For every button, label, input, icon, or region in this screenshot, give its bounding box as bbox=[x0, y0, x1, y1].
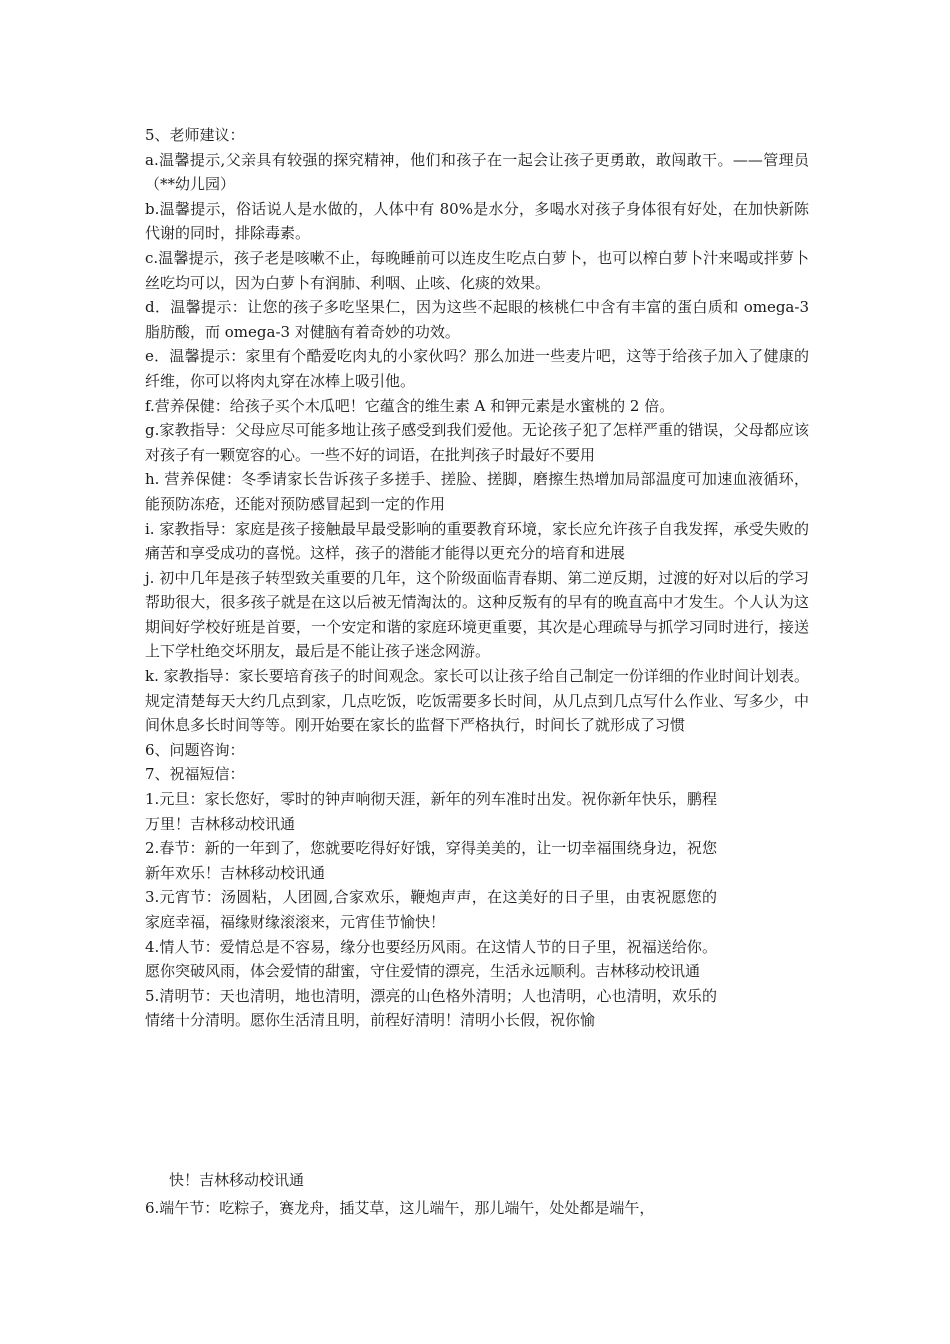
advice-item-d: d．温馨提示：让您的孩子多吃坚果仁，因为这些不起眼的核桃仁中含有丰富的蛋白质和 omega-3 脂肪酸，而 omega-3 对健脑有着奇妙的功效。 bbox=[145, 298, 809, 341]
section-heading-teacher-advice: 5、老师建议： bbox=[145, 126, 245, 144]
greeting-item-new-year: 1.元旦：家长您好，零时的钟声响彻天涯，新年的列车准时出发。祝你新年快乐，鹏程万里！吉林移动校讯通 bbox=[145, 790, 717, 833]
advice-item-b: b.温馨提示，俗话说人是水做的，人体中有 80%是水分，多喝水对孩子身体很有好处，在加快新陈代谢的同时，排除毒素。 bbox=[145, 199, 809, 243]
page-continuation bbox=[145, 1166, 745, 1222]
advice-item-f: f.营养保健：给孩子买个木瓜吧！它蕴含的维生素 A 和钾元素是水蜜桃的 2 倍。 bbox=[145, 396, 675, 415]
advice-item-g: g.家教指导：父母应尽可能多地让孩子感受到我们爱他。无论孩子犯了怎样严重的错误，父母都应该对孩子有一颗宽容的心。一些不好的词语，在批判孩子时最好不要用 bbox=[145, 421, 809, 464]
section-heading-consult: 6、问题咨询： bbox=[145, 740, 245, 759]
greeting-item-valentines-day: 4.情人节：爱情总是不容易，缘分也要经历风雨。在这情人节的日子里，祝福送给你。愿你突破风雨，体会爱情的甜蜜，守住爱情的漂亮，生活永远顺利。吉林移动校讯通 bbox=[145, 937, 717, 981]
greeting-item-qingming: 5.清明节：天也清明，地也清明，漂亮的山色格外清明；人也清明，心也清明，欢乐的情绪十分清明。愿你生活清且明，前程好清明！清明小长假，祝你愉 bbox=[145, 986, 717, 1030]
document-body bbox=[145, 123, 809, 1033]
greeting-item-spring-festival: 2.春节：新的一年到了，您就要吃得好好饿，穿得美美的，让一切幸福围绕身边，祝您新年欢乐！吉林移动校讯通 bbox=[145, 839, 717, 882]
section-heading-greetings: 7、祝福短信： bbox=[145, 765, 245, 784]
qingming-continuation: 快！吉林移动校讯通 bbox=[169, 1171, 305, 1189]
advice-item-i: i. 家教指导：家庭是孩子接触最早最受影响的重要教育环境，家长应允许孩子自我发挥，承受失败的痛苦和享受成功的喜悦。这样，孩子的潜能才能得以更充分的培育和进展 bbox=[145, 519, 809, 563]
advice-item-e: e．温馨提示：家里有个酷爱吃肉丸的小家伙吗？那么加进一些麦片吧，这等于给孩子加入了健康的纤维，你可以将肉丸穿在冰棒上吸引他。 bbox=[145, 347, 809, 390]
advice-item-k: k. 家教指导：家长要培育孩子的时间观念。家长可以让孩子给自己制定一份详细的作业时间计划表。规定清楚每天大约几点到家，几点吃饭，吃饭需要多长时间，从几点到几点写什么作业、写多少，中间休息多长时间等等。刚开始要在家长的监督下严格执行，时间长了就形成了习惯 bbox=[145, 667, 809, 735]
greeting-item-dragon-boat: 6.端午节：吃粽子，赛龙舟，插艾草，这儿端午，那儿端午，处处都是端午， bbox=[145, 1199, 655, 1217]
advice-item-a: a.温馨提示,父亲具有较强的探究精神，他们和孩子在一起会让孩子更勇敢，敢闯敢干。——管理员（**幼儿园） bbox=[145, 150, 809, 194]
advice-item-h: h. 营养保健：冬季请家长告诉孩子多搓手、搓脸、搓脚，磨擦生热增加局部温度可加速血液循环，能预防冻疮，还能对预防感冒起到一定的作用 bbox=[145, 470, 809, 513]
advice-item-j: j. 初中几年是孩子转型致关重要的几年，这个阶级面临青春期、第二逆反期，过渡的好对以后的学习帮助很大，很多孩子就是在这以后被无情淘汰的。这种反叛有的早有的晚直高中才发生。个人认为这期间好学校好班是首要，一个安定和谐的家庭环境更重要，其次是心理疏导与抓学习同时进行，接送上下学杜绝交坏朋友，最后是不能让孩子迷念网游。 bbox=[145, 568, 809, 661]
greeting-item-lantern-festival: 3.元宵节：汤圆粘，人团圆,合家欢乐，鞭炮声声，在这美好的日子里，由衷祝愿您的家庭幸福，福缘财缘滚滚来，元宵佳节愉快！ bbox=[145, 888, 717, 931]
advice-item-c: c.温馨提示，孩子老是咳嗽不止，每晚睡前可以连皮生吃点白萝卜，也可以榨白萝卜汁来喝或拌萝卜丝吃均可以，因为白萝卜有润肺、利咽、止咳、化痰的效果。 bbox=[145, 248, 809, 292]
